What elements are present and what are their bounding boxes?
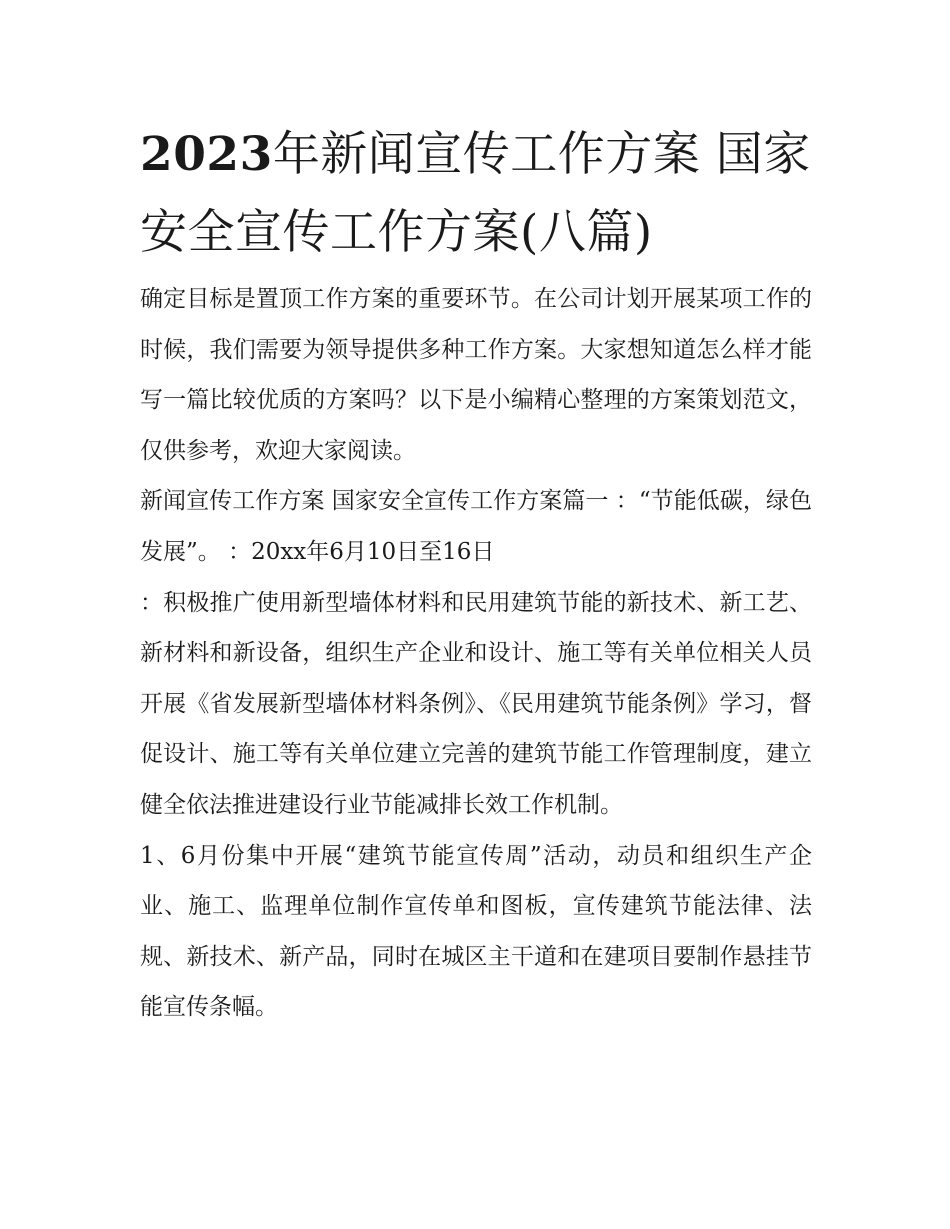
paragraph-theme-date: 新闻宣传工作方案 国家安全宣传工作方案篇一 ：“节能低碳，绿色发展”。 ：20xx年6月10日至16日 bbox=[140, 488, 812, 565]
paragraph-item-1: 1、6月份集中开展“建筑节能宣传周”活动，动员和组织生产企业、施工、监理单位制作宣传单和图板，宣传建筑节能法律、法规、新技术、新产品，同时在城区主干道和在建项目要制作悬挂节能宣传条幅。 bbox=[140, 842, 812, 1021]
paragraph-content: ：积极推广使用新型墙体材料和民用建筑节能的新技术、新工艺、新材料和新设备，组织生产企业和设计、施工等有关单位相关人员开展《省发展新型墙体材料条例》、《民用建筑节能条例》学习，督促设计、施工等有关单位建立完善的建筑节能工作管理制度，建立健全依法推进建设行业节能减排长效工作机制。 bbox=[140, 589, 812, 818]
title-text: 年新闻宣传工作方案 国家安全宣传工作方案(八篇) bbox=[140, 127, 811, 260]
document-body bbox=[140, 274, 812, 1033]
title-year: 2023 bbox=[140, 127, 273, 182]
paragraph-intro: 确定目标是置顶工作方案的重要环节。在公司计划开展某项工作的时候，我们需要为领导提供多种工作方案。大家想知道怎么样才能写一篇比较优质的方案吗？以下是小编精心整理的方案策划范文，仅供参考，欢迎大家阅读。 bbox=[140, 286, 812, 464]
document-title bbox=[140, 116, 820, 272]
